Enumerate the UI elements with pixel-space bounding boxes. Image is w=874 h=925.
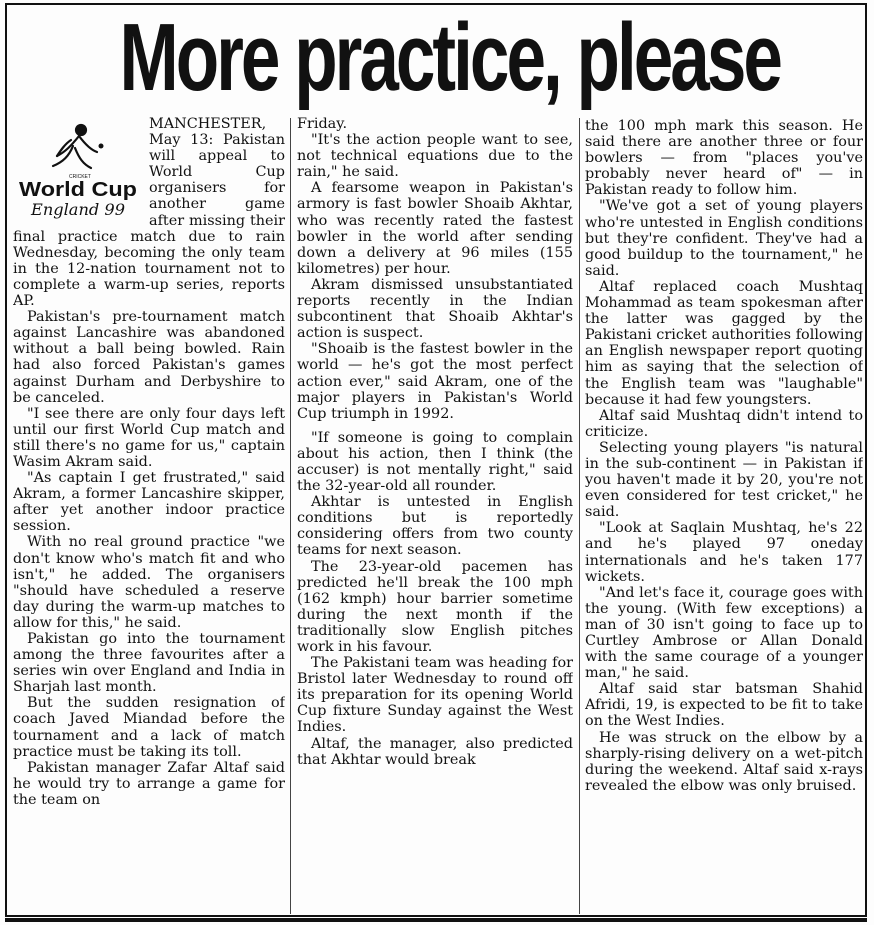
paragraph: Altaf, the manager, also predicted that Akhtar would break [297,735,573,768]
column-divider [290,118,291,914]
paragraph: "As captain I get frustrated," said Akram, a former Lancashire skipper, after yet another indoor practice session. [13,470,285,535]
paragraph: Friday. [297,116,348,132]
cricket-logo-icon [13,116,143,220]
article-column-3 [585,118,863,916]
paragraph: "It's the action people want to see, not technical equations due to the rain," he said. [297,132,573,181]
paragraph: Pakistan's pre-tournament match against Lancashire was abandoned without a ball being bowled. Rain had also forced Pakistan's games against Durham and Derbyshire to be canceled. [13,309,285,406]
paragraph: Altaf said Mushtaq didn't intend to criticize. [585,407,863,440]
paragraph: the 100 mph mark this season. He said there are another three or four bowlers — from "places you've probably never heard of" — in Pakistan ready to follow him. [585,118,863,199]
article-column-2 [297,116,573,914]
column-divider [579,118,580,914]
paragraph: But the sudden resignation of coach Javed Miandad before the tournament and a lack of match practice must be taking its toll. [13,695,285,760]
paragraph: "Look at Saqlain Mushtaq, he's 22 and he's played 97 oneday internationals and he's taken 177 wickets. [585,520,863,585]
bottom-rule [5,918,867,922]
paragraph: "If someone is going to complain about his action, then I think (the accuser) is not mentally right," said the 32-year-old all rounder. [297,429,573,495]
paragraph: Pakistan manager Zafar Altaf said he would try to arrange a game for the team on [13,759,285,808]
paragraph: The Pakistani team was heading for Bristol later Wednesday to round off its preparation for its opening World Cup fixture Sunday against the West Indies. [297,655,573,736]
paragraph: Selecting young players "is natural in the sub-continent — in Pakistan if you haven't made it by 20, you're not even considered for test cricket," he said. [585,439,863,521]
paragraph: MANCHESTER, May 13: Pakistan will appeal to World Cup organisers for another game after missing their final practice match due to rain Wednesday, becoming the only team in the 12-nation tournament not to complete a warm-up series, reports AP. [13,116,285,310]
paragraph: He was struck on the elbow by a sharply-rising delivery on a wet-pitch during the weekend. Altaf said x-rays revealed the elbow was only bruised. [585,729,863,794]
paragraph: With no real ground practice "we don't know who's match fit and who isn't," he added. The organisers "should have scheduled a reserve day during the warm-up matches to allow for this," he said. [13,534,285,631]
paragraph: Akram dismissed unsubstantiated reports recently in the Indian subcontinent that Shoaib Akhtar's action is suspect. [297,276,573,342]
svg-text:CRICKET: CRICKET [69,174,91,180]
paragraph: Pakistan go into the tournament among the three favourites after a series win over England and India in Sharjah last month. [13,631,285,696]
paragraph: Altaf replaced coach Mushtaq Mohammad as team spokesman after the latter was gagged by the Pakistani cricket authorities following an English newspaper report quoting him as saying that the selection of the English team was "laughable" because it had few youngsters. [585,278,863,408]
headline: More practice, please [119,4,780,111]
paragraph: The 23-year-old pacemen has predicted he'll break the 100 mph (162 kmph) hour barrier sometime during the next month if the traditionally slow English pitches work in his favour. [297,558,573,655]
paragraph: "We've got a set of young players who're untested in English conditions but they're confident. They've had a good buildup to the tournament," he said. [585,198,863,279]
svg-text:World Cup: World Cup [19,179,137,201]
paragraph: "Shoaib is the fastest bowler in the world — he's got the most perfect action ever," said Akram, one of the major players in Pakistan's World Cup triumph in 1992. [297,341,573,422]
paragraph: Akhtar is untested in English conditions but is reportedly considering offers from two county teams for next season. [297,494,573,559]
paragraph: "I see there are only four days left until our first World Cup match and still there's no game for us," captain Wasim Akram said. [13,405,285,470]
article-column-1 [13,116,285,914]
paragraph: A fearsome weapon in Pakistan's armory is fast bowler Shoaib Akhtar, who was recently rated the fastest bowler in the world after sending down a delivery at 96 miles (155 kilometres) per hour. [297,180,573,277]
world-cup-logo [13,116,143,220]
paragraph: "And let's face it, courage goes with the young. (With few exceptions) a man of 30 isn't going to face up to Curtley Ambrose or Allan Donald with the same courage of a younger man," he said. [585,584,863,682]
svg-text:England 99: England 99 [29,200,126,219]
paragraph: Altaf said star batsman Shahid Afridi, 19, is expected to be fit to take on the West Indies. [585,681,863,730]
